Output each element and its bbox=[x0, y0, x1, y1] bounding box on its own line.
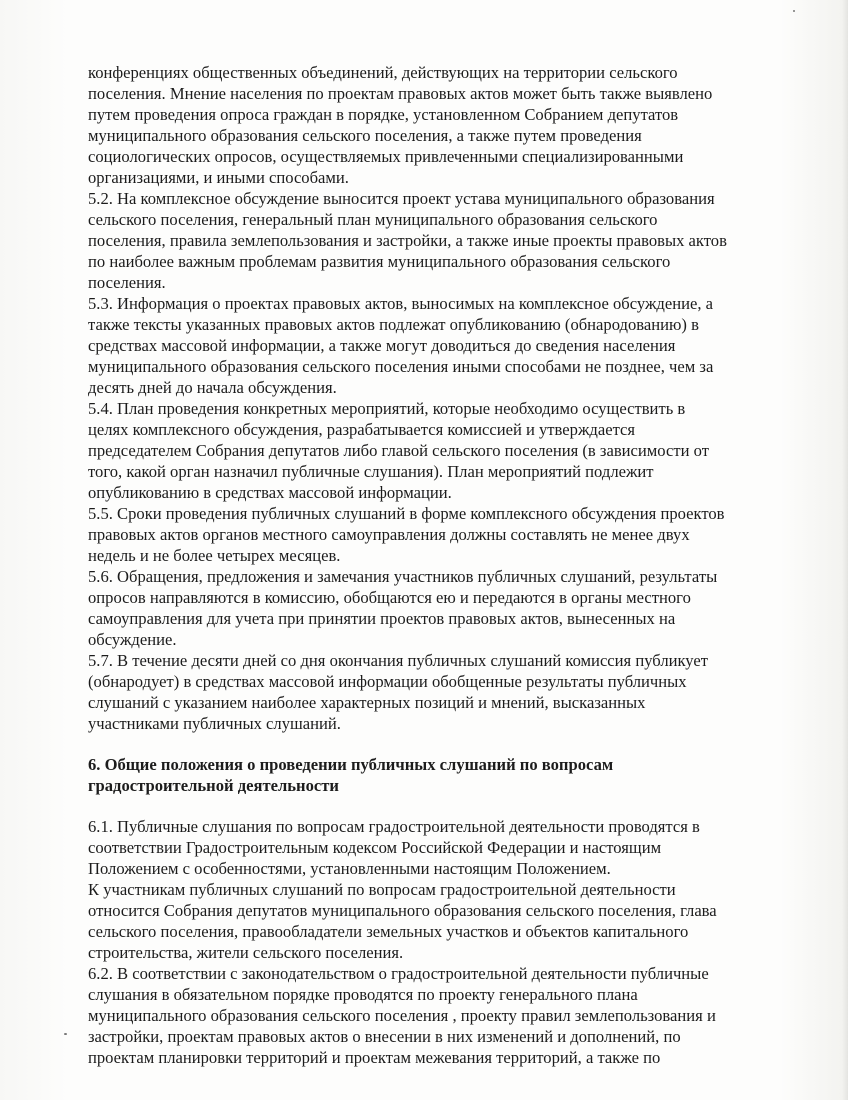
section-6-body bbox=[88, 816, 798, 1068]
text-line: средствах массовой информации, а также могут доводиться до сведения населения bbox=[88, 336, 676, 355]
text-line: К участникам публичных слушаний по вопросам градостроительной деятельности bbox=[88, 880, 676, 899]
text-line: 6.1. Публичные слушания по вопросам градостроительной деятельности проводятся в bbox=[88, 817, 700, 836]
text-line: (обнародует) в средствах массовой информации обобщенные результаты публичных bbox=[88, 672, 687, 691]
text-line: опубликованию в средствах массовой информации. bbox=[88, 483, 452, 502]
scan-speck bbox=[793, 10, 795, 12]
text-line: десять дней до начала обсуждения. bbox=[88, 378, 337, 397]
text-line: недель и не более четырех месяцев. bbox=[88, 546, 341, 565]
text-line: правовых актов органов местного самоуправления должны составлять не менее двух bbox=[88, 525, 690, 544]
text-line: того, какой орган назначил публичные слушания). План мероприятий подлежит bbox=[88, 462, 654, 481]
text-line: Положением с особенностями, установленными настоящим Положением. bbox=[88, 859, 611, 878]
text-line: путем проведения опроса граждан в порядке, установленном Собранием депутатов bbox=[88, 105, 679, 124]
text-line: социологических опросов, осуществляемых привлеченными специализированными bbox=[88, 147, 684, 166]
text-line: также тексты указанных правовых актов подлежат опубликованию (обнародованию) в bbox=[88, 315, 699, 334]
text-line: самоуправления для учета при принятии проектов правовых актов, вынесенных на bbox=[88, 609, 676, 628]
text-line: 5.3. Информация о проектах правовых актов, выносимых на комплексное обсуждение, а bbox=[88, 294, 714, 313]
text-line: слушаний с указанием наиболее характерных позиций и мнений, высказанных bbox=[88, 693, 646, 712]
text-line: организациями, и иными способами. bbox=[88, 168, 349, 187]
text-line: председателем Собрания депутатов либо главой сельского поселения (в зависимости от bbox=[88, 441, 709, 460]
text-line: целях комплексного обсуждения, разрабатывается комиссией и утверждается bbox=[88, 420, 636, 439]
text-line: муниципального образования сельского поселения иными способами не позднее, чем за bbox=[88, 357, 714, 376]
text-line: застройки, проектам правовых актов о внесении в них изменений и дополнений, по bbox=[88, 1027, 681, 1046]
text-line: участниками публичных слушаний. bbox=[88, 714, 341, 733]
text-line: поселения, правила землепользования и застройки, а также иные проекты правовых актов bbox=[88, 231, 727, 250]
scan-speck bbox=[64, 1033, 67, 1035]
text-line: строительства, жители сельского поселения. bbox=[88, 943, 404, 962]
text-line: соответствии Градостроительным кодексом Российской Федерации и настоящим bbox=[88, 838, 662, 857]
text-line: 5.2. На комплексное обсуждение выносится проект устава муниципального образования bbox=[88, 189, 715, 208]
text-line: относится Собрания депутатов муниципального образования сельского поселения, глава bbox=[88, 901, 717, 920]
heading-line: градостроительной деятельности bbox=[88, 776, 339, 795]
spacer bbox=[88, 796, 798, 816]
text-line: конференциях общественных объединений, действующих на территории сельского bbox=[88, 63, 678, 82]
section-5-continuation bbox=[88, 62, 798, 734]
text-line: поселения. bbox=[88, 273, 166, 292]
text-line: муниципального образования сельского поселения, а также путем проведения bbox=[88, 126, 642, 145]
text-line: 5.7. В течение десяти дней со дня окончания публичных слушаний комиссия публикует bbox=[88, 651, 709, 670]
text-line: слушания в обязательном порядке проводятся по проекту генерального плана bbox=[88, 985, 638, 1004]
text-line: по наиболее важным проблемам развития муниципального образования сельского bbox=[88, 252, 671, 271]
text-line: 5.5. Сроки проведения публичных слушаний в форме комплексного обсуждения проектов bbox=[88, 504, 725, 523]
heading-line: 6. Общие положения о проведении публичных слушаний по вопросам bbox=[88, 755, 614, 774]
text-line: 6.2. В соответствии с законодательством о градостроительной деятельности публичные bbox=[88, 964, 709, 983]
text-line: 5.4. План проведения конкретных мероприятий, которые необходимо осуществить в bbox=[88, 399, 686, 418]
text-line: проектам планировки территорий и проектам межевания территорий, а также по bbox=[88, 1048, 661, 1067]
text-line: 5.6. Обращения, предложения и замечания участников публичных слушаний, результаты bbox=[88, 567, 718, 586]
text-line: сельского поселения, правообладатели земельных участков и объектов капитального bbox=[88, 922, 689, 941]
scan-edge-shadow bbox=[842, 0, 848, 1100]
section-6-heading bbox=[88, 754, 798, 796]
text-line: сельского поселения, генеральный план муниципального образования сельского bbox=[88, 210, 658, 229]
text-line: обсуждение. bbox=[88, 630, 177, 649]
text-line: поселения. Мнение населения по проектам правовых актов может быть также выявлено bbox=[88, 84, 713, 103]
text-line: опросов направляются в комиссию, обобщаются ею и передаются в органы местного bbox=[88, 588, 691, 607]
text-line: муниципального образования сельского поселения , проекту правил землепользования и bbox=[88, 1006, 716, 1025]
